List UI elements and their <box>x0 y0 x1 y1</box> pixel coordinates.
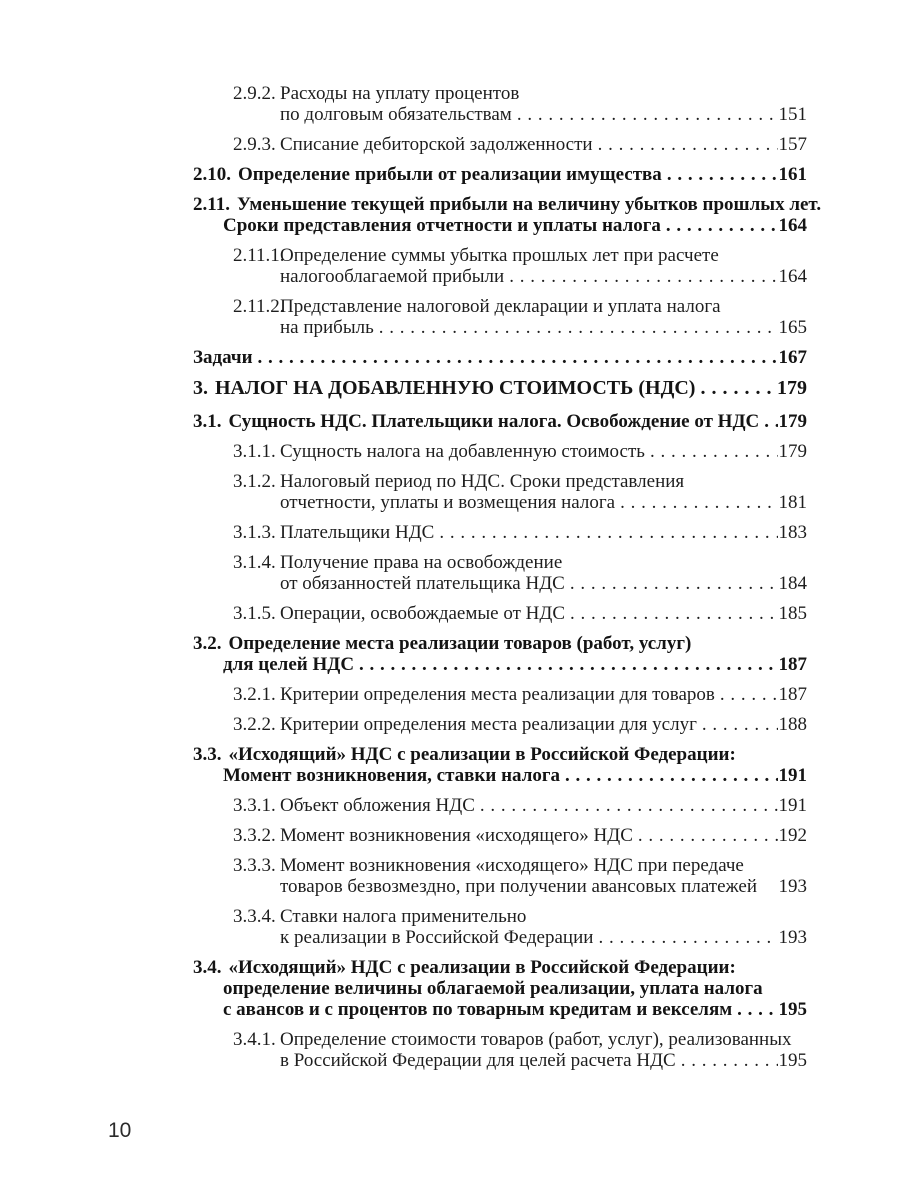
toc-entry-title: 3.1.4. Получение права на освобождение <box>233 552 563 573</box>
toc-line <box>193 633 807 654</box>
dot-leader <box>517 104 778 125</box>
dot-leader <box>258 347 778 368</box>
toc-entry-title: 3.1.3. Плательщики НДС <box>233 522 435 543</box>
toc-entry <box>233 552 807 594</box>
dot-leader <box>650 441 778 462</box>
toc-entry-title: 3.2. Определение места реализации товаров (работ, услуг) <box>193 633 692 654</box>
toc-entry <box>233 906 807 948</box>
toc-entry <box>193 411 807 432</box>
toc-line <box>233 83 807 104</box>
toc-line <box>233 825 807 846</box>
toc-entry-page: 179 <box>777 377 807 399</box>
toc-entry-page: 193 <box>778 927 807 948</box>
toc-line <box>233 134 807 155</box>
toc-entry-page: 195 <box>778 1050 807 1071</box>
toc-entry-title: 2.11.1.Определение суммы убытка прошлых лет при расчете <box>233 245 719 266</box>
toc-entry <box>193 744 807 786</box>
toc-entry-title: отчетности, уплаты и возмещения налога <box>280 492 616 513</box>
toc-line <box>233 906 807 927</box>
toc-entry <box>193 347 807 368</box>
toc-entry <box>233 795 807 816</box>
toc-entry-page: 187 <box>778 684 807 705</box>
toc-entry <box>193 378 807 399</box>
toc-entry-number: 3.2.1. <box>233 684 276 705</box>
dot-leader <box>720 684 778 705</box>
dot-leader <box>666 215 778 236</box>
toc-line <box>233 317 807 338</box>
toc-entry-title: 2.9.2. Расходы на уплату процентов <box>233 83 520 104</box>
toc-entry-title: на прибыль <box>280 317 374 338</box>
toc-entry-title: 2.11. Уменьшение текущей прибыли на величину убытков прошлых лет. <box>193 194 822 215</box>
toc-entry <box>233 684 807 705</box>
toc-entry-title: 2.10. Определение прибыли от реализации имущества <box>193 164 662 185</box>
toc-line <box>233 714 807 735</box>
dot-leader <box>598 927 777 948</box>
toc-entry-title: Момент возникновения, ставки налога <box>223 765 560 786</box>
toc-line <box>193 164 807 185</box>
dot-leader <box>700 378 776 399</box>
toc-entry-title: 3.1. Сущность НДС. Плательщики налога. Освобождение от НДС <box>193 411 760 432</box>
toc-entry-number: 3.2.2. <box>233 714 276 735</box>
toc-entry-title: по долговым обязательствам <box>280 104 512 125</box>
dot-leader <box>439 522 777 543</box>
toc-entry-number: 2.11. <box>193 194 230 215</box>
toc-entry-number: 3.1.5. <box>233 603 276 624</box>
toc-line <box>233 104 807 125</box>
toc-entry-title: 3.1.1. Сущность налога на добавленную стоимость <box>233 441 645 462</box>
toc-line <box>233 876 807 897</box>
toc-entry-page: 165 <box>778 317 807 338</box>
dot-leader <box>681 1050 778 1071</box>
toc-line <box>233 471 807 492</box>
toc-entry-page: 167 <box>778 347 807 368</box>
toc-line <box>193 999 807 1020</box>
toc-line <box>193 411 807 432</box>
dot-leader <box>570 603 778 624</box>
toc-entry-number: 2.9.3. <box>233 134 276 155</box>
toc-line <box>233 1029 807 1050</box>
toc-entry <box>233 855 807 897</box>
toc-entry-number: 2.10. <box>193 164 231 185</box>
toc-line <box>233 855 807 876</box>
toc-entry-title: 3.1.5. Операции, освобождаемые от НДС <box>233 603 565 624</box>
toc-line <box>193 978 807 999</box>
dot-leader <box>359 654 777 675</box>
toc-line <box>233 552 807 573</box>
toc-entry <box>193 164 807 185</box>
dot-leader <box>638 825 778 846</box>
toc-line <box>233 603 807 624</box>
toc-entry <box>233 83 807 125</box>
toc-entry-page: 181 <box>778 492 807 513</box>
toc-entry <box>233 471 807 513</box>
toc-entry <box>193 633 807 675</box>
dot-leader <box>509 266 777 287</box>
toc-entry-number: 3. <box>193 377 208 399</box>
dot-leader <box>764 411 777 432</box>
toc-line <box>233 245 807 266</box>
toc-entry-page: 183 <box>778 522 807 543</box>
toc-entry <box>233 522 807 543</box>
toc-entry-page: 188 <box>778 714 807 735</box>
toc-entry <box>233 441 807 462</box>
toc-entry-title: к реализации в Российской Федерации <box>280 927 594 948</box>
toc-line <box>193 957 807 978</box>
toc-line <box>193 215 807 236</box>
toc-entry <box>193 957 807 1020</box>
toc-entry <box>233 1029 807 1071</box>
toc-entry <box>233 296 807 338</box>
toc-entry <box>233 603 807 624</box>
toc-entry-title: Сроки представления отчетности и уплаты налога <box>223 215 661 236</box>
toc-entry-title: Задачи <box>193 347 253 368</box>
toc-entry <box>233 825 807 846</box>
toc-entry <box>233 714 807 735</box>
toc-entry <box>233 134 807 155</box>
toc-entry-page: 161 <box>778 164 807 185</box>
toc-entry-title: от обязанностей плательщика НДС <box>280 573 565 594</box>
toc-entry-page: 164 <box>778 266 807 287</box>
toc-entry-number: 3.1. <box>193 411 222 432</box>
toc-entry-page: 191 <box>778 765 807 786</box>
toc-entry-title: 3.3. «Исходящий» НДС с реализации в Российской Федерации: <box>193 744 736 765</box>
dot-leader <box>379 317 778 338</box>
toc-entry-page: 192 <box>778 825 807 846</box>
toc-entry-number: 2.11.2. <box>233 296 285 317</box>
toc-entry-number: 3.1.2. <box>233 471 276 492</box>
toc-entry <box>233 245 807 287</box>
toc-entry-title: 2.11.2.Представление налоговой декларации и уплата налога <box>233 296 721 317</box>
dot-leader <box>565 765 778 786</box>
toc-entry <box>193 194 822 236</box>
toc-entry-number: 3.2. <box>193 633 222 654</box>
toc-entry-title: 3.4. «Исходящий» НДС с реализации в Российской Федерации: <box>193 957 736 978</box>
toc-entry-number: 3.1.4. <box>233 552 276 573</box>
toc-entry-number: 3.3.1. <box>233 795 276 816</box>
toc-entry-number: 3.1.3. <box>233 522 276 543</box>
toc-entry-page: 164 <box>778 215 807 236</box>
dot-leader <box>667 164 778 185</box>
dot-leader <box>702 714 778 735</box>
toc-entry-page: 193 <box>778 876 807 897</box>
page-folio-number: 10 <box>108 1119 132 1142</box>
toc-entry-title: налогооблагаемой прибыли <box>280 266 505 287</box>
toc-line <box>233 927 807 948</box>
toc-line <box>233 573 807 594</box>
toc-entry-title: 3.3.4. Ставки налога применительно <box>233 906 527 927</box>
toc-line <box>233 296 807 317</box>
toc-entry-page: 179 <box>778 441 807 462</box>
toc-entry-page: 179 <box>778 411 807 432</box>
toc-entry-title: 3.2.1. Критерии определения места реализации для товаров <box>233 684 715 705</box>
toc-entry-number: 3.1.1. <box>233 441 276 462</box>
toc-entry-page: 191 <box>778 795 807 816</box>
dot-leader <box>737 999 777 1020</box>
toc-entry-title: 3.1.2. Налоговый период по НДС. Сроки представления <box>233 471 685 492</box>
toc-line <box>233 1050 807 1071</box>
toc-entry-page: 151 <box>778 104 807 125</box>
toc-entry-title: 3.3.1. Объект обложения НДС <box>233 795 475 816</box>
toc-entry-title: 2.9.3. Списание дебиторской задолженности <box>233 134 593 155</box>
toc-entry-number: 3.3.3. <box>233 855 276 876</box>
toc-entry-number: 2.11.1. <box>233 245 285 266</box>
toc-line <box>193 765 807 786</box>
toc-entry-page: 184 <box>778 573 807 594</box>
table-of-contents <box>193 83 822 1080</box>
dot-leader <box>570 573 778 594</box>
toc-line <box>233 266 807 287</box>
toc-entry-number: 3.4.1. <box>233 1029 276 1050</box>
toc-line <box>193 194 822 215</box>
toc-entry-title: определение величины облагаемой реализации, уплата налога <box>223 978 763 999</box>
toc-entry-number: 2.9.2. <box>233 83 276 104</box>
toc-entry-number: 3.3.4. <box>233 906 276 927</box>
toc-entry-page: 187 <box>778 654 807 675</box>
toc-entry-title: 3.3.2. Момент возникновения «исходящего» НДС <box>233 825 633 846</box>
toc-line <box>193 378 807 399</box>
toc-line <box>233 522 807 543</box>
toc-line <box>193 347 807 368</box>
toc-line <box>233 441 807 462</box>
toc-entry-title: для целей НДС <box>223 654 355 675</box>
toc-line <box>233 795 807 816</box>
toc-line <box>193 654 807 675</box>
toc-line <box>193 744 807 765</box>
toc-entry-title: 3.3.3. Момент возникновения «исходящего» НДС при передаче <box>233 855 744 876</box>
dot-leader <box>480 795 778 816</box>
toc-line <box>233 684 807 705</box>
dot-leader <box>598 134 778 155</box>
toc-line <box>233 492 807 513</box>
toc-entry-title: с авансов и с процентов по товарным кредитам и векселям <box>223 999 733 1020</box>
toc-entry-number: 3.3.2. <box>233 825 276 846</box>
toc-entry-title: 3.4.1. Определение стоимости товаров (работ, услуг), реализованных <box>233 1029 792 1050</box>
toc-entry-title: 3.2.2. Критерии определения места реализации для услуг <box>233 714 697 735</box>
toc-entry-title: товаров безвозмездно, при получении авансовых платежей <box>280 876 757 897</box>
toc-entry-number: 3.3. <box>193 744 222 765</box>
toc-entry-page: 185 <box>778 603 807 624</box>
toc-entry-number: 3.4. <box>193 957 222 978</box>
toc-entry-title: 3. НАЛОГ НА ДОБАВЛЕННУЮ СТОИМОСТЬ (НДС) <box>193 377 696 399</box>
toc-entry-title: в Российской Федерации для целей расчета НДС <box>280 1050 676 1071</box>
toc-entry-page: 157 <box>778 134 807 155</box>
dot-leader <box>620 492 777 513</box>
toc-entry-page: 195 <box>778 999 807 1020</box>
